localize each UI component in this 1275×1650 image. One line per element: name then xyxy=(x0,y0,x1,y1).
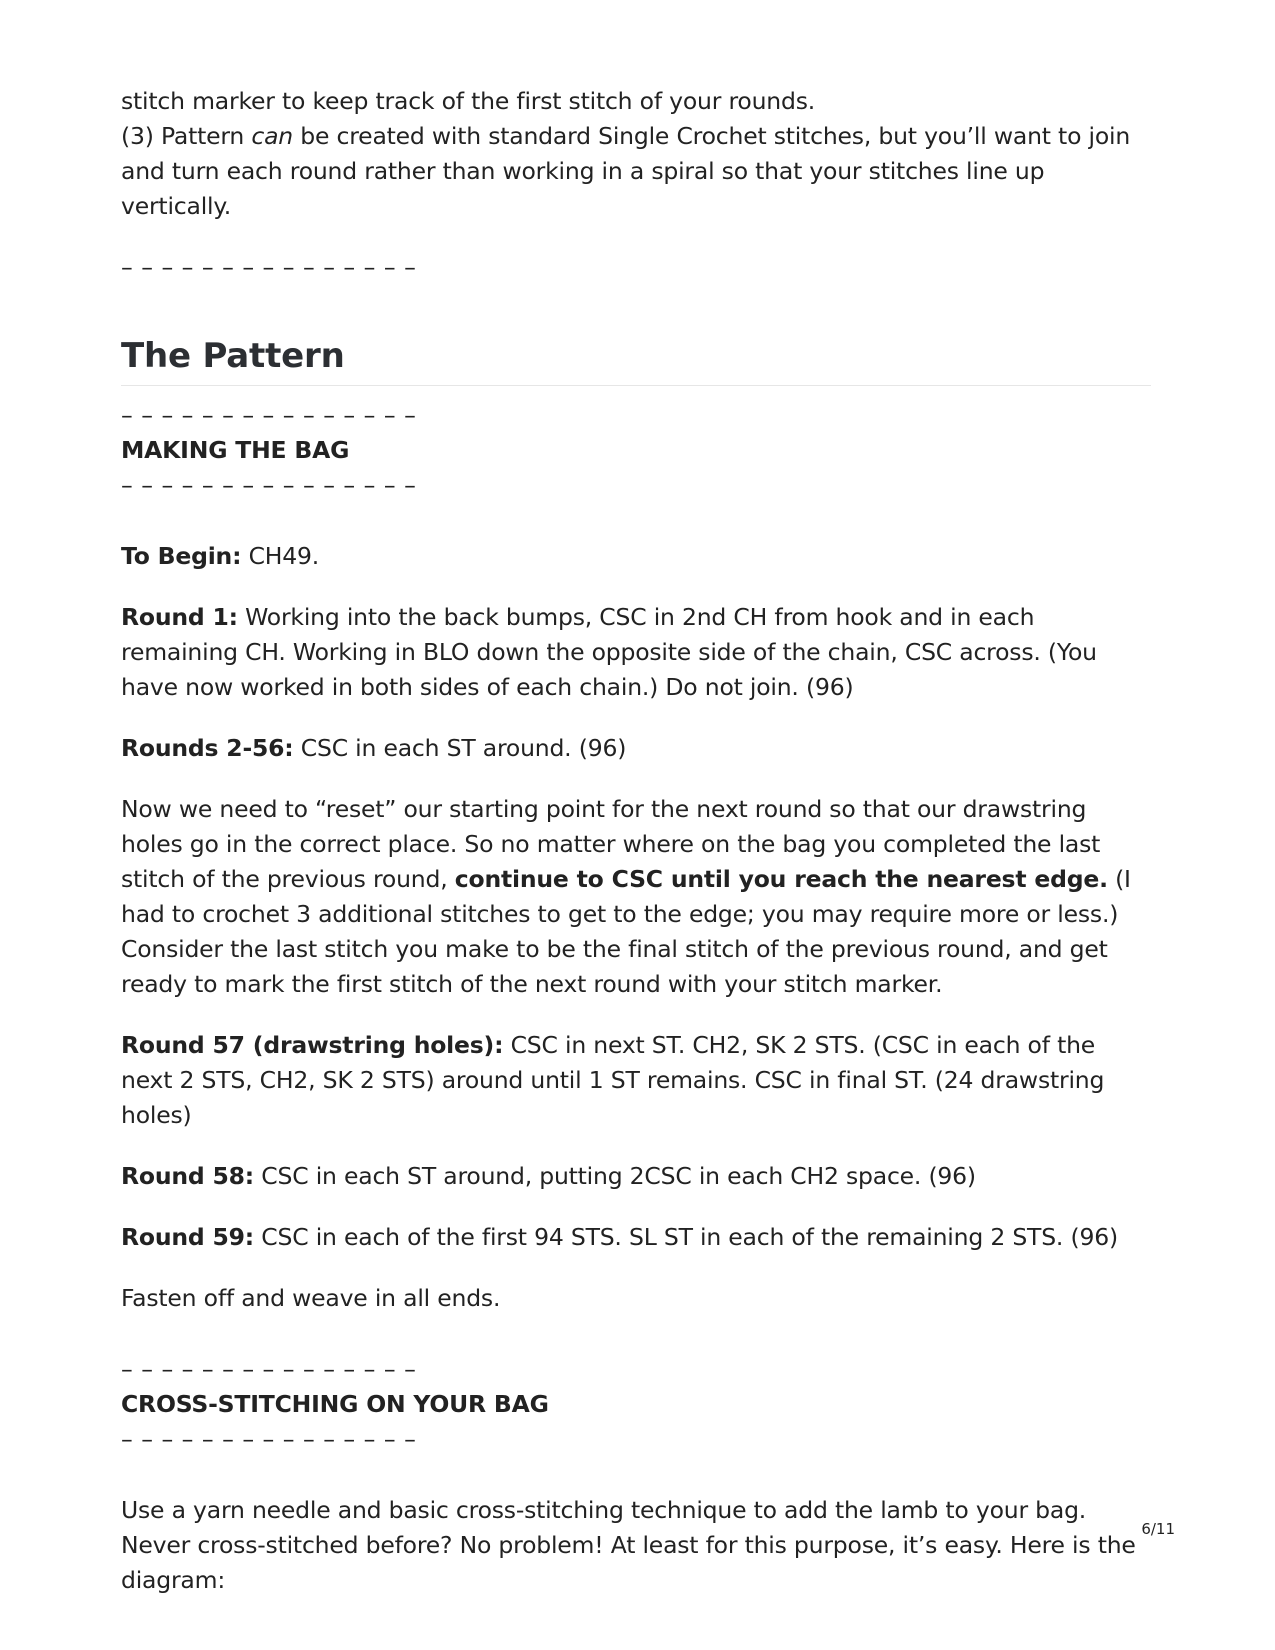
making-bag-header xyxy=(121,398,1151,503)
reset-text-end: (I had to crochet 3 additional stitches to get to the edge; you may require more or less.) Consider the last stitch you make to be the final stitch of the previous round, and get ready to mark the first stitch of the next round with your stitch marker. xyxy=(121,865,1131,998)
separator-line: – – – – – – – – – – – – – – – xyxy=(121,471,417,499)
round-58-step xyxy=(121,1159,1151,1194)
separator-line: – – – – – – – – – – – – – – – xyxy=(121,401,417,429)
reset-emphasis: continue to CSC until you reach the nearest edge. xyxy=(454,865,1108,893)
making-bag-title: MAKING THE BAG xyxy=(121,436,350,464)
intro-line: stitch marker to keep track of the first stitch of your rounds. xyxy=(121,87,816,115)
round-57-step xyxy=(121,1028,1151,1133)
step-text: CSC in each of the first 94 STS. SL ST in each of the remaining 2 STS. (96) xyxy=(254,1223,1118,1251)
fasten-off-paragraph: Fasten off and weave in all ends. xyxy=(121,1284,501,1312)
cross-stitch-title: CROSS-STITCHING ON YOUR BAG xyxy=(121,1390,549,1418)
to-begin-step xyxy=(121,539,1151,574)
step-label: To Begin: xyxy=(121,542,242,570)
section-heading: The Pattern xyxy=(121,333,1151,386)
intro-paragraph xyxy=(121,84,1151,224)
step-label: Round 57 (drawstring holes): xyxy=(121,1031,504,1059)
step-text: Working into the back bumps, CSC in 2nd CH from hook and in each remaining CH. Working in BLO down the opposite side of the chain, CSC across. (You have now worked in both sides of each chain.) Do not join. (96) xyxy=(121,603,1097,701)
separator-line: – – – – – – – – – – – – – – – xyxy=(121,1355,417,1383)
round-1-step xyxy=(121,600,1151,705)
document-body xyxy=(121,84,1151,1624)
page-number: 6/11 xyxy=(1141,1520,1175,1538)
rounds-2-56-step xyxy=(121,731,1151,766)
step-text: CSC in each ST around, putting 2CSC in each CH2 space. (96) xyxy=(254,1162,976,1190)
separator-line: – – – – – – – – – – – – – – – xyxy=(121,1425,417,1453)
step-label: Rounds 2-56: xyxy=(121,734,294,762)
separator-line: – – – – – – – – – – – – – – – xyxy=(121,253,417,281)
reset-text-start: Now we need to “reset” our starting point for the next round so that our drawstring holes go in the correct place. So no matter where on the bag you completed the last stitch of the previous round, xyxy=(121,795,1101,893)
step-label: Round 58: xyxy=(121,1162,255,1190)
reset-paragraph xyxy=(121,792,1151,1002)
step-text: CSC in next ST. CH2, SK 2 STS. (CSC in each of the next 2 STS, CH2, SK 2 STS) around until 1 ST remains. CSC in final ST. (24 drawstring holes) xyxy=(121,1031,1105,1129)
round-59-step xyxy=(121,1220,1151,1255)
step-text: CH49. xyxy=(241,542,320,570)
step-text: CSC in each ST around. (96) xyxy=(293,734,627,762)
cross-stitch-paragraph: Use a yarn needle and basic cross-stitching technique to add the lamb to your bag. Never cross-stitched before? No problem! At least for this purpose, it’s easy. Here is the diagram: xyxy=(121,1496,1136,1594)
cross-stitch-header xyxy=(121,1352,1151,1457)
step-label: Round 1: xyxy=(121,603,238,631)
note-3-start: (3) Pattern xyxy=(121,122,252,150)
step-label: Round 59: xyxy=(121,1223,255,1251)
note-3-rest: be created with standard Single Crochet stitches, but you’ll want to join and turn each round rather than working in a spiral so that your stitches line up vertically. xyxy=(121,122,1131,220)
note-3-emphasis: can xyxy=(251,122,293,150)
